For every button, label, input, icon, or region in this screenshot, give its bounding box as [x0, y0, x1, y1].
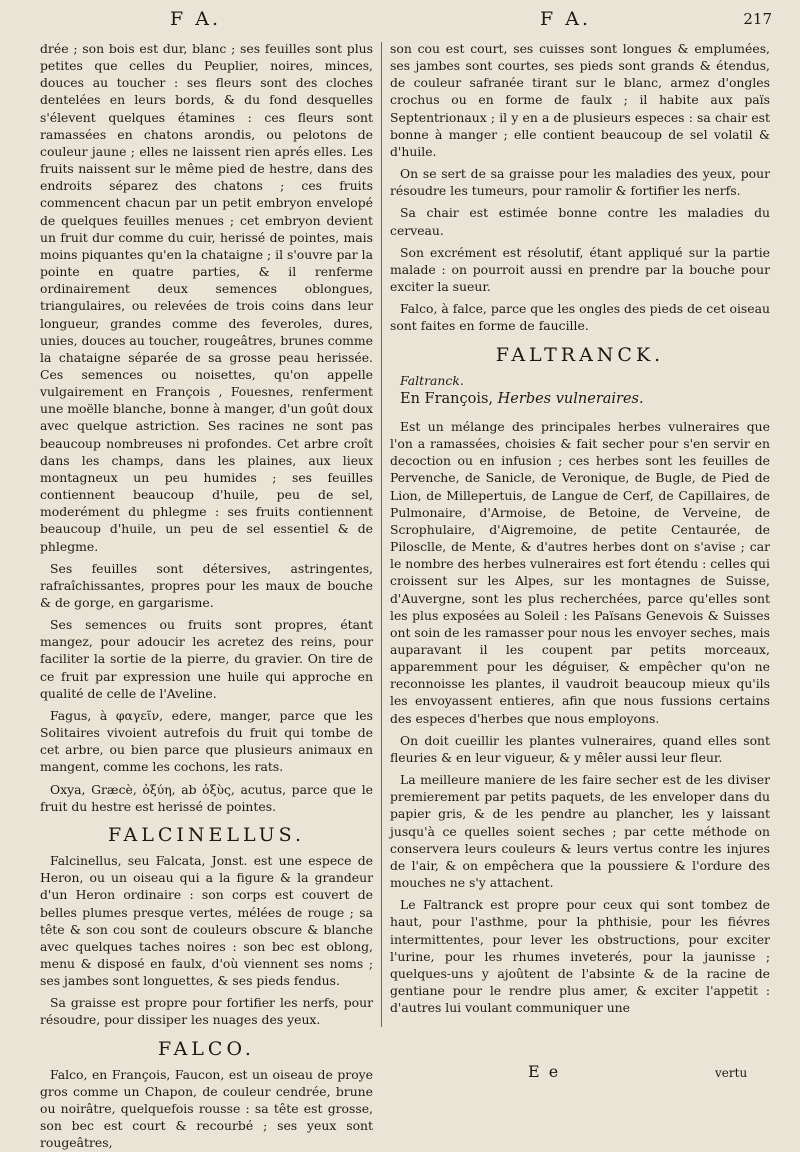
- paragraph: Le Faltranck est propre pour ceux qui sont tombez de haut, pour l'asthme, pour la phthisie, pour les fiévres intermittentes, pour lever les obstructions, pour exciter l'urine, pour les rhumes inveterés, pour la jaunisse ; quelques-uns y ajoûtent de l'absinte & de la racine de gentiane pour le rendre plus amer, & exciter l'appetit : d'autres lui voulant communiquer une: [390, 897, 770, 1016]
- paragraph: Falco, à falce, parce que les ongles des pieds de cet oiseau sont faites en forme de faucille.: [390, 301, 770, 334]
- left-paragraphs-bottom: [40, 1066, 373, 1152]
- subheading-francois: [400, 391, 770, 408]
- paragraph: Oxya, Græcè, ὀξύη, ab ὀξὺς, acutus, parce que le fruit du hestre est herissé de pointes.: [40, 781, 373, 814]
- left-paragraphs-top: [40, 40, 373, 815]
- paragraph: Sa graisse est propre pour fortifier les nerfs, pour résoudre, pour dissiper les nuages des yeux.: [40, 995, 373, 1028]
- left-paragraphs-middle: [40, 852, 373, 1029]
- heading-faltranck: FALTRANCK.: [495, 343, 665, 366]
- paragraph: Falcinellus, seu Falcata, Jonst. est une espece de Heron, ou un oiseau qui a la figure & la grandeur d'un Heron ordinaire : son corps est couvert de belles plumes presque vertes, mélées de rouge ; sa tête & son cou sont de couleurs obscure & blanche avec quelques taches noires : son bec est oblong, menu & disposé en faulx, d'où viennent ses noms ; ses jambes sont longuettes, & ses pieds fendus.: [40, 853, 373, 989]
- heading-falco: FALCO.: [158, 1037, 255, 1060]
- paragraph: Sa chair est estimée bonne contre les maladies du cerveau.: [390, 205, 770, 238]
- paragraph: Ses semences ou fruits sont propres, étant mangez, pour adoucir les acretez des reins, pour faciliter la sortie de la pierre, du gravier. On tire de ce fruit par expression une huile qui approche en qualité de celle de l'Aveline.: [40, 617, 373, 701]
- page-number: 217: [743, 10, 772, 28]
- catchword: vertu: [715, 1066, 748, 1080]
- paragraph: Ses feuilles sont détersives, astringentes, rafraîchissantes, propres pour les maux de bouche & de gorge, en gargarisme.: [40, 560, 373, 610]
- paragraph: Est un mélange des principales herbes vulneraires que l'on a ramassées, choisies & fait secher pour s'en servir en decoction ou en infusion ; ces herbes sont les feuilles de Pervenche, de Sanicle, de Veronique, de Bugle, de Pied de Lion, de Millepertuis, de Langue de Cerf, de Capillaires, de Pulmonaire, d'Armoise, de Betoine, de Verveine, de Scrophulaire, d'Aigremoine, de petite Centaurée, de Pilosclle, de Mente, & d'autres herbes dont on s'avise ; car le nombre des herbes vulneraires est fort étendu : celles qui croissent sur les Alpes, sur les montagnes de Suisse, d'Auvergne, sont les plus recherchées, parce qu'elles sont les plus exposées au Soleil : les Païsans Genevois & Suisses ont soin de les ramasser pour nous les envoyer seches, mais auparavant il les coupent par petits morceaux, apparemment pour les déguiser, & empêcher qu'on ne reconnoisse les plantes, il vaudroit beaucoup mieux qu'ils les envoyassent entieres, afin que nous fussions certains des especes d'herbes que nous employons.: [390, 418, 770, 726]
- left-column: [40, 40, 373, 1152]
- right-paragraphs-bottom: [390, 418, 770, 1016]
- signature-mark: E e: [528, 1062, 561, 1081]
- heading-falcinellus: FALCINELLUS.: [108, 823, 305, 846]
- running-header-right: F A.: [540, 8, 591, 30]
- paragraph: son cou est court, ses cuisses sont longues & emplumées, ses jambes sont courtes, ses pieds sont grands & étendus, de couleur safranée tirant sur le blanc, armez d'ongles crochus ou en forme de faulx ; il habite aux païs Septentrionaux ; il y en a de plusieurs especes : sa chair est bonne à manger ; elle contient beaucoup de sel volatil & d'huile.: [390, 41, 770, 159]
- column-divider: [381, 42, 382, 1027]
- paragraph: On doit cueillir les plantes vulneraires, quand elles sont fleuries & en leur vigueur, & y mêler aussi leur fleur.: [390, 732, 770, 765]
- paragraph: On se sert de sa graisse pour les maladies des yeux, pour résoudre les tumeurs, pour ramolir & fortifier les nerfs.: [390, 166, 770, 199]
- subheading-italic: Herbes vulneraires.: [497, 390, 644, 407]
- paragraph: La meilleure maniere de les faire secher est de les diviser premierement par petits paquets, de les enveloper dans du papier gris, & de les pendre au plancher, les y laissant jusqu'à ce quelles soient seches ; par cette méthode on conservera leurs couleurs & leurs vertus contre les injures de l'air, & on empêchera que la poussiere & l'ordure des mouches ne s'y attachent.: [390, 772, 770, 891]
- paragraph: Falco, en François, Faucon, est un oiseau de proye gros comme un Chapon, de couleur cendrée, brune ou noirâtre, quelquefois rousse : sa tête est grosse, son bec est court & recourbé ; ses yeux sont rougeâtres,: [40, 1066, 373, 1151]
- right-column: [390, 40, 770, 1016]
- paragraph: Fagus, à φαγεῖν, edere, manger, parce que les Solitaires vivoient autrefois du fruit qui tombe de cet arbre, ou bien parce que plusieurs animaux en mangent, comme les cochons, les rats.: [40, 707, 373, 775]
- subheading-faltranck: Faltranck.: [400, 372, 464, 388]
- paragraph: drée ; son bois est dur, blanc ; ses feuilles sont plus petites que celles du Peuplier, noires, minces, douces au toucher : ses fleurs sont des cloches dentelées en leurs bords, & du fond desquelles s'élevent quelques étamines : ces fleurs sont ramassées en chatons arondis, ou pelotons de couleur jaune ; elles ne laissent rien aprés elles. Les fruits naissent sur le même pied de hestre, dans des endroits séparez des chatons ; ces fruits commencent chacun par un petit embryon envelopé de quelques feuilles menues ; cet embryon devient un fruit dur comme du cuir, herissé de pointes, mais moins piquantes qu'en la chataigne ; il s'ouvre par la pointe en quatre parties, & il renferme ordinairement deux semences oblongues, triangulaires, ou relevées de trois coins dans leur longueur, grandes comme des feveroles, dures, unies, douces au toucher, rougeâtres, brunes comme la chataigne séparée de sa grosse peau herissée. Ces semences ou noisettes, qu'on appelle vulgairement en François , Fouesnes, renferment une moëlle blanche, bonne à manger, d'un goût doux avec quelque astriction. Ses racines ne sont pas beaucoup nombreuses ni profondes. Cet arbre croît dans les champs, dans les plaines, aux lieux montagneux un peu humides ; ses feuilles contiennent beaucoup d'huile, peu de sel, moderément du phlegme : ses fruits contiennent beaucoup d'huile, un peu de sel essentiel & de phlegme.: [40, 41, 374, 554]
- subheading-prefix: En François,: [400, 390, 498, 407]
- paragraph: Son excrément est résolutif, étant appliqué sur la partie malade : on pourroit aussi en prendre par la bouche pour exciter la sueur.: [390, 244, 770, 295]
- right-paragraphs-top: [390, 40, 770, 335]
- running-header-left: F A.: [170, 8, 221, 30]
